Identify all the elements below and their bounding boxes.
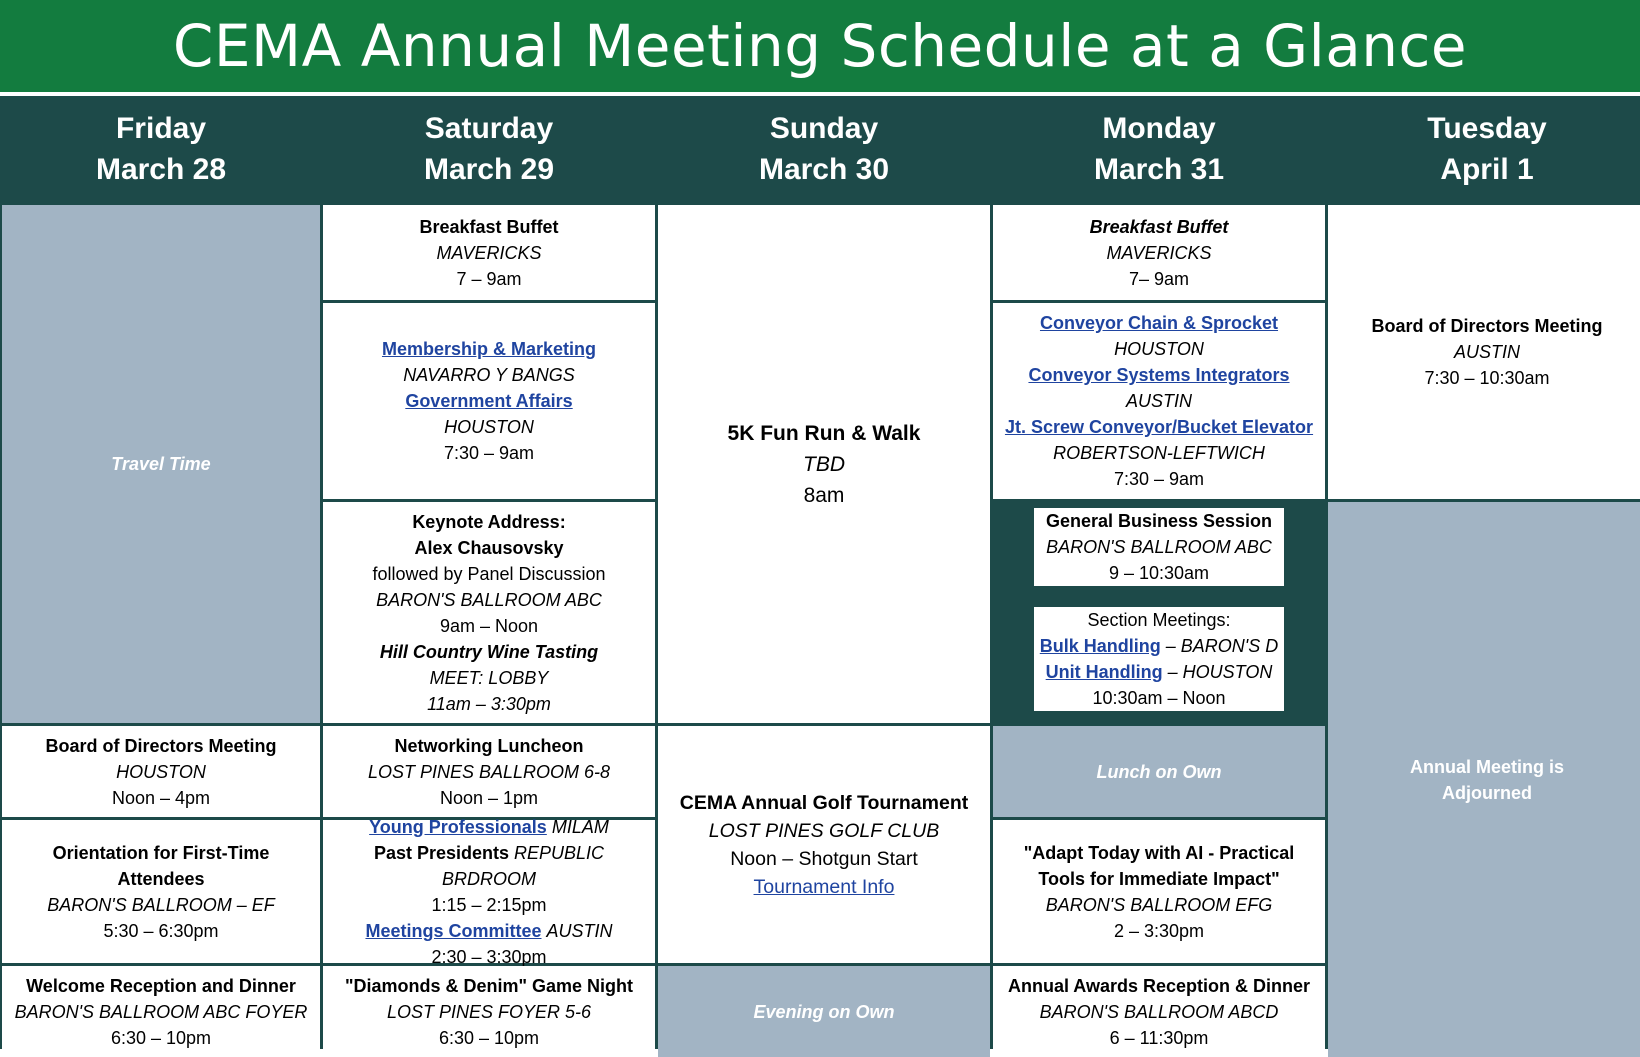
event-title: Keynote Address:	[412, 511, 566, 532]
meetings-committee-link[interactable]: Meetings Committee	[365, 920, 542, 941]
sunday-fun-run	[658, 205, 990, 723]
header-sunday	[658, 96, 990, 202]
bulk-handling-link[interactable]: Bulk Handling	[1039, 635, 1161, 656]
monday-stack	[993, 502, 1325, 723]
event-location: LOST PINES BALLROOM 6-8	[367, 761, 611, 782]
conveyor-systems-link[interactable]: Conveyor Systems Integrators	[1028, 365, 1290, 385]
event-location: – HOUSTON	[1162, 661, 1273, 682]
saturday-committees	[323, 303, 655, 499]
event-location: REPUBLIC BRDROOM	[442, 842, 605, 889]
event-title: CEMA Annual Golf Tournament	[679, 791, 969, 814]
day-label: Tuesday	[1427, 112, 1547, 145]
monday-business-session	[1034, 508, 1284, 586]
event-title: Past Presidents	[373, 842, 509, 863]
event-location: BARON'S BALLROOM – EF	[47, 894, 275, 915]
date-label: March 31	[1093, 153, 1225, 186]
travel-time-cell	[2, 205, 320, 723]
event-location: BARON'S BALLROOM ABC FOYER	[14, 1001, 308, 1022]
event-time: 7:30 – 10:30am	[1424, 368, 1550, 388]
lunch-on-own-cell	[993, 726, 1325, 817]
event-title: 5K Fun Run & Walk	[727, 421, 921, 445]
speaker-name: Alex Chausovsky	[414, 537, 564, 558]
event-location: HOUSTON	[116, 761, 206, 782]
event-title: Section Meetings:	[1087, 609, 1231, 630]
meeting-adjourned-cell	[1328, 502, 1640, 1057]
event-location: BARON'S BALLROOM EFG	[1045, 894, 1273, 915]
event-location: BARON'S BALLROOM ABC	[376, 589, 602, 610]
government-affairs-link[interactable]: Government Affairs	[405, 391, 573, 411]
friday-orientation	[2, 820, 320, 963]
event-location: AUSTIN	[546, 920, 613, 941]
event-title: "Diamonds & Denim" Game Night	[344, 975, 634, 996]
friday-board-meeting	[2, 726, 320, 817]
event-time: 8am	[803, 483, 845, 507]
header-tuesday	[1328, 96, 1640, 202]
day-label: Monday	[1102, 112, 1216, 145]
saturday-keynote	[323, 502, 655, 723]
event-time: 7:30 – 9am	[1113, 469, 1205, 489]
event-time: 11am – 3:30pm	[427, 693, 551, 714]
event-time: Noon – Shotgun Start	[730, 847, 918, 870]
date-label: March 28	[95, 153, 227, 186]
monday-section-meetings	[1034, 607, 1284, 711]
event-time: 2 – 3:30pm	[1113, 920, 1205, 941]
monday-committees	[993, 303, 1325, 499]
event-time: 6:30 – 10pm	[110, 1027, 212, 1048]
wine-tasting-title: Hill Country Wine Tasting	[379, 641, 599, 662]
schedule-grid	[0, 96, 1640, 1049]
header-friday	[2, 96, 320, 202]
event-location: – BARON'S D	[1160, 635, 1279, 656]
meeting-line	[369, 814, 609, 840]
young-professionals-link[interactable]: Young Professionals	[369, 816, 547, 837]
event-title: Attendees	[117, 868, 205, 889]
unit-handling-link[interactable]: Unit Handling	[1045, 661, 1163, 682]
membership-marketing-link[interactable]: Membership & Marketing	[381, 339, 597, 359]
event-time: 5:30 – 6:30pm	[103, 920, 219, 941]
date-label: March 30	[758, 153, 890, 186]
day-label: Sunday	[769, 112, 879, 145]
event-location: MAVERICKS	[1106, 242, 1212, 263]
event-time: 7 – 9am	[456, 268, 522, 289]
sunday-golf-tournament	[658, 726, 990, 963]
event-location: BARON'S BALLROOM ABC	[1046, 536, 1272, 557]
meeting-line	[329, 840, 649, 892]
monday-ai-session	[993, 820, 1325, 963]
event-title: Breakfast Buffet	[1089, 216, 1229, 237]
event-time: 6:30 – 10pm	[438, 1027, 540, 1048]
monday-awards-reception	[993, 966, 1325, 1057]
event-location: ROBERTSON-LEFTWICH	[1053, 443, 1265, 463]
event-title: Board of Directors Meeting	[1371, 316, 1603, 336]
tuesday-board-meeting	[1328, 205, 1640, 499]
saturday-afternoon-meetings	[323, 816, 655, 967]
evening-on-own-label: Evening on Own	[753, 1001, 895, 1022]
event-time: 9am – Noon	[439, 615, 539, 636]
page-title: CEMA Annual Meeting Schedule at a Glance	[0, 0, 1640, 92]
evening-on-own-cell	[658, 966, 990, 1057]
date-label: April 1	[1440, 153, 1534, 186]
event-title: Orientation for First-Time	[52, 842, 270, 863]
event-location: MAVERICKS	[436, 242, 542, 263]
saturday-luncheon	[323, 726, 655, 817]
saturday-breakfast	[323, 205, 655, 300]
event-title: Annual Awards Reception & Dinner	[1007, 975, 1311, 996]
event-location: TBD	[803, 452, 845, 476]
travel-time-label: Travel Time	[111, 454, 211, 474]
event-location: AUSTIN	[1453, 342, 1520, 362]
event-title: Tools for Immediate Impact"	[1038, 868, 1280, 889]
friday-welcome-reception	[2, 966, 320, 1057]
event-time: Noon – 4pm	[111, 787, 211, 808]
conveyor-chain-link[interactable]: Conveyor Chain & Sprocket	[1039, 313, 1279, 333]
event-time: 2:30 – 3:30pm	[431, 946, 547, 967]
event-location: HOUSTON	[444, 417, 534, 437]
date-label: March 29	[423, 153, 555, 186]
event-title: Welcome Reception and Dinner	[26, 975, 296, 996]
day-label: Saturday	[424, 112, 554, 145]
event-location: LOST PINES GOLF CLUB	[708, 819, 940, 842]
event-subtitle: followed by Panel Discussion	[372, 563, 606, 584]
meeting-line	[1040, 633, 1278, 659]
saturday-game-night	[323, 966, 655, 1057]
event-time: 1:15 – 2:15pm	[431, 894, 547, 915]
event-time: 10:30am – Noon	[1092, 687, 1226, 708]
event-location: MILAM	[551, 816, 609, 837]
tournament-info-link[interactable]: Tournament Info	[753, 875, 895, 898]
event-title: "Adapt Today with AI - Practical	[1023, 842, 1295, 863]
adjourned-label: Annual Meeting is	[1409, 756, 1564, 777]
meeting-line	[365, 918, 612, 944]
monday-breakfast	[993, 205, 1325, 300]
event-location: BARON'S BALLROOM ABCD	[1039, 1001, 1279, 1022]
screw-conveyor-link[interactable]: Jt. Screw Conveyor/Bucket Elevator	[1004, 417, 1314, 437]
adjourned-label: Adjourned	[1442, 782, 1532, 803]
lunch-on-own-label: Lunch on Own	[1096, 761, 1222, 782]
header-saturday	[323, 96, 655, 202]
header-monday	[993, 96, 1325, 202]
event-location: NAVARRO Y BANGS	[403, 365, 575, 385]
event-time: 7– 9am	[1128, 268, 1190, 289]
event-location: MEET: LOBBY	[429, 667, 549, 688]
event-location: HOUSTON	[1114, 339, 1204, 359]
event-location: AUSTIN	[1125, 391, 1192, 411]
event-time: 9 – 10:30am	[1108, 562, 1210, 583]
event-time: Noon – 1pm	[439, 787, 539, 808]
day-label: Friday	[115, 112, 207, 145]
event-time: 6 – 11:30pm	[1109, 1027, 1209, 1048]
event-title: Board of Directors Meeting	[45, 735, 277, 756]
event-title: Breakfast Buffet	[419, 216, 559, 237]
event-location: LOST PINES FOYER 5-6	[386, 1001, 592, 1022]
meeting-line	[1046, 659, 1273, 685]
event-title: General Business Session	[1045, 510, 1273, 531]
event-title: Networking Luncheon	[394, 735, 584, 756]
event-time: 7:30 – 9am	[443, 443, 535, 463]
